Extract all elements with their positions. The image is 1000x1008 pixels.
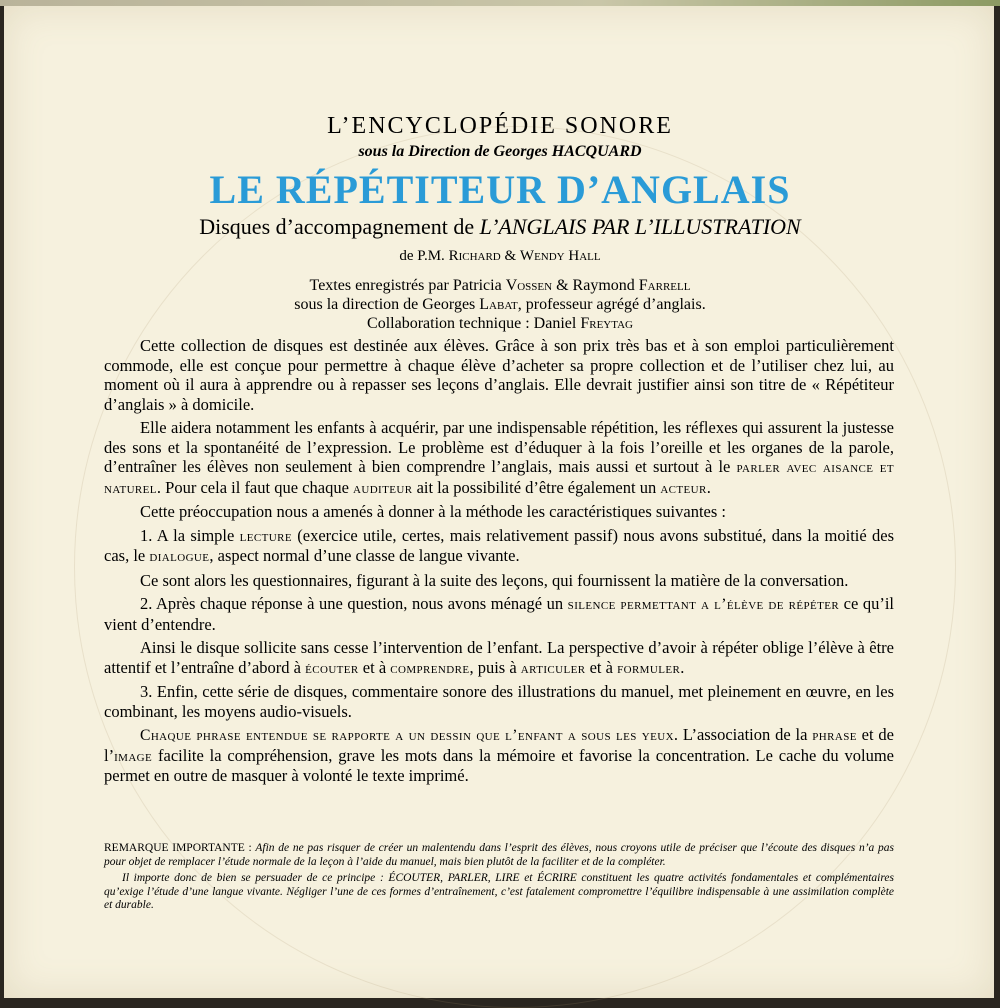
name-vossen: Vossen — [505, 277, 553, 294]
description-body — [104, 336, 894, 790]
subtitle-prefix: Disques d’accompagnement de — [199, 214, 480, 239]
author-hall: Wendy Hall — [519, 248, 601, 264]
name-labat: Labat — [479, 296, 518, 313]
paragraph-5: Ce sont alors les questionnaires, figurant à la suite des leçons, qui fournissent la matière de la conversation. — [140, 570, 849, 590]
page-title: LE RÉPÉTITEUR D’ANGLAIS — [209, 167, 791, 212]
name-freytag: Freytag — [580, 315, 633, 332]
subtitle — [0, 214, 1000, 240]
authors-and: & — [500, 248, 520, 264]
important-note — [104, 842, 894, 916]
paragraph-1: Cette collection de disques est destinée aux élèves. Grâce à son prix très bas et à son emploi particulièrement commode, elle est conçue pour permettre à chaque élève d’acheter sa propre collection et de l’utiliser chez lui, au moment où il aura à apprendre ou à repasser ses leçons d’anglais. Elle devrait justifier ainsi son titre de « Répétiteur d’anglais » à domicile. — [104, 336, 894, 414]
book-title: L’ANGLAIS PAR L’ILLUSTRATION — [479, 214, 801, 239]
authors-line — [0, 248, 1000, 265]
paragraph-3: Cette préoccupation nous a amenés à donner à la méthode les caractéristiques suivantes : — [140, 502, 726, 521]
authors-prefix: de P.M. — [399, 248, 449, 264]
credits-line-2: sous la direction de Georges Labat, professeur agrégé d’anglais. — [294, 296, 706, 313]
paragraph-6: 2. Après chaque réponse à une question, nous avons ménagé un silence permettant a l’élève de répéter ce qu’il vient d’entendre. — [104, 594, 894, 634]
paragraph-4: 1. A la simple lecture (exercice utile, certes, mais relativement passif) nous avons substitué, dans la moitié des cas, le dialogue, aspect normal d’une classe de langue vivante. — [104, 525, 895, 565]
credits-line-3: Collaboration technique : Daniel Freytag — [367, 315, 633, 332]
name-farrell: Farrell — [638, 277, 691, 294]
paragraph-9: Chaque phrase entendue se rapporte a un dessin que l’enfant a sous les yeux. L’association de la phrase et de l’image facilite la compréhension, grave les mots dans la mémoire et favorise la concentration. Le cache du volume permet en outre de masquer à volonté le texte imprimé. — [104, 725, 894, 785]
paragraph-7: Ainsi le disque sollicite sans cesse l’intervention de l’enfant. La perspective d’avoir à répéter oblige l’élève à être attentif et l’entraîne d’abord à écouter et à comprendre, puis à articuler et à formuler. — [104, 638, 894, 677]
note-label: REMARQUE IMPORTANTE : — [104, 842, 256, 854]
paragraph-2: Elle aidera notamment les enfants à acquérir, par une indispensable répétition, les réflexes qui assurent la justesse des sons et la spontanéité de l’expression. Le problème est d’éduquer à la fois l’oreille et les organes de la parole, d’entraîner les élèves non seulement à bien comprendre l’anglais, mais aussi et surtout à le parler avec aisance et naturel. Pour cela il faut que chaque auditeur ait la possibilité d’être également un acteur. — [104, 418, 894, 497]
credits — [0, 276, 1000, 333]
series-name: L’ENCYCLOPÉDIE SONORE — [327, 113, 673, 139]
series-direction: sous la Direction de Georges HACQUARD — [358, 143, 642, 160]
note-paragraph-2: Il importe donc de bien se persuader de ce principe : ÉCOUTER, PARLER, LIRE et ÉCRIRE constituent les quatre activités fondamentales et complémentaires qu’exige l’étude d’une langue vivante. Négliger l’une de ces formes d’entraînement, c’est fatalement compromettre l’équilibre indispensable à une assimilation complète et durable. — [104, 872, 894, 911]
author-richard: Richard — [448, 248, 501, 264]
paragraph-8: 3. Enfin, cette série de disques, commentaire sonore des illustrations du manuel, met pleinement en œuvre, en les combinant, les moyens audio-visuels. — [104, 682, 894, 721]
note-paragraph-1: REMARQUE IMPORTANTE : Afin de ne pas risquer de créer un malentendu dans l’esprit des élèves, nous croyons utile de préciser que l’écoute des disques n’a pas pour objet de remplacer l’étude normale de la leçon à l’aide du manuel, mais bien plutôt de la faciliter et de la compléter. — [104, 842, 894, 868]
credits-line-1: Textes enregistrés par Patricia Vossen & Raymond Farrell — [309, 277, 691, 294]
